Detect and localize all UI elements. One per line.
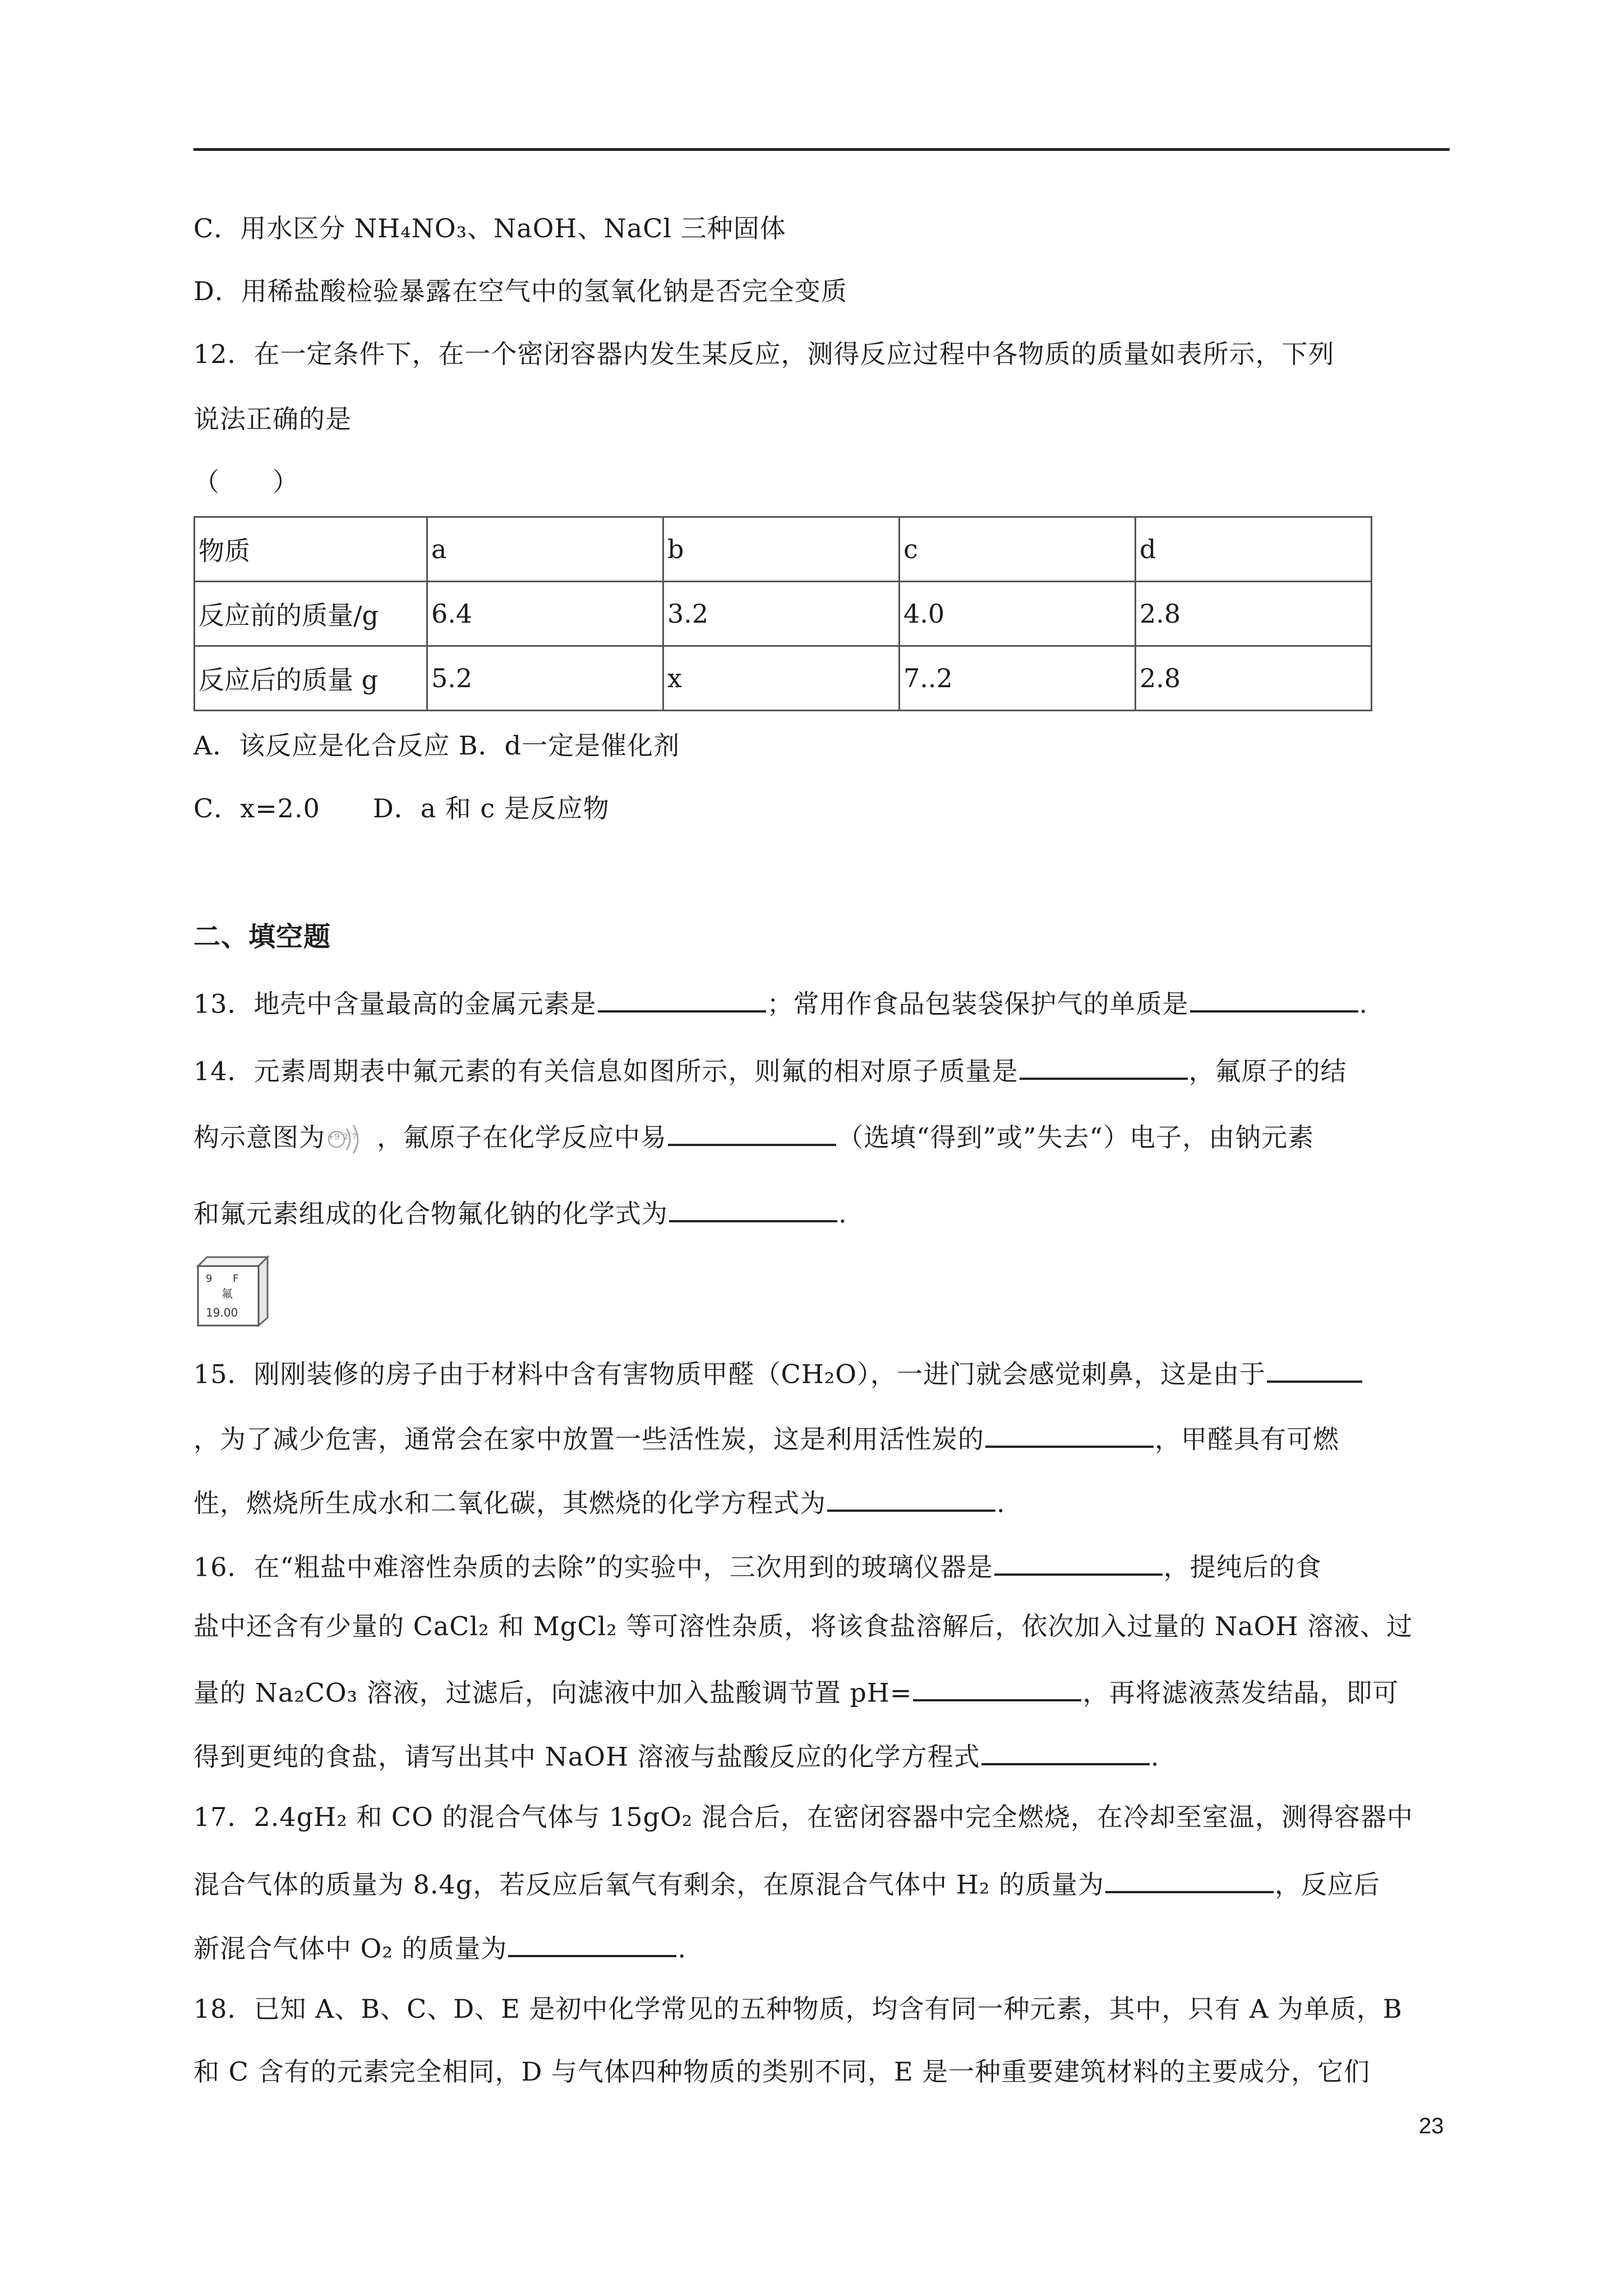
q14-line1 [193, 1055, 1347, 1087]
q14-text-2c: （选填“得到”或”失去“）电子，由钠元素 [837, 1122, 1315, 1153]
q16-text-3b: ，再将滤液蒸发结晶，即可 [1082, 1677, 1399, 1708]
q13-text-3: . [1359, 988, 1368, 1019]
element-card-icon [193, 1254, 272, 1328]
option-c-top: C．用水区分 NH₄NO₃、NaOH、NaCl 三种固体 [193, 213, 786, 243]
element-number: 9 [206, 1273, 213, 1285]
answer-blank[interactable] [669, 1197, 837, 1222]
section-title: 二、填空题 [193, 921, 331, 953]
table-header-row [195, 517, 1372, 582]
table-cell: 2.8 [1136, 646, 1372, 711]
option-d-top: D．用稀盐酸检验暴露在空气中的氢氧化钠是否完全变质 [193, 276, 847, 306]
answer-blank[interactable] [1105, 1868, 1274, 1893]
q16-text-3a: 量的 Na₂CO₃ 溶液，过滤后，向滤液中加入盐酸调节置 pH= [193, 1677, 912, 1708]
table-cell: x [663, 646, 900, 711]
q16-line1 [193, 1550, 1322, 1580]
answer-blank[interactable] [827, 1487, 995, 1512]
q18-line1: 18．已知 A、B、C、D、E 是初中化学常见的五种物质，均含有同一种元素，其中，只有 A 为单质，B [193, 1994, 1403, 2024]
q17-text-2a: 混合气体的质量为 8.4g，若反应后氧气有剩余，在原混合气体中 H₂ 的质量为 [193, 1869, 1105, 1900]
q14-text-1a: 14．元素周期表中氟元素的有关信息如图所示，则氟的相对原子质量是 [193, 1056, 1018, 1087]
q15-line3 [193, 1487, 1006, 1519]
q13-text-1: 13．地壳中含量最高的金属元素是 [193, 988, 597, 1019]
q14-text-3a: 和氟元素组成的化合物氟化钠的化学式为 [193, 1198, 668, 1229]
answer-blank[interactable] [668, 1121, 836, 1146]
q16-line2: 盐中还含有少量的 CaCl₂ 和 MgCl₂ 等可溶性杂质，将该食盐溶解后，依次加入过量的 NaOH 溶液、过 [193, 1611, 1413, 1641]
table-row [195, 582, 1372, 646]
q15-line1 [193, 1358, 1363, 1387]
table-cell: 4.0 [900, 582, 1136, 646]
table-cell: 反应前的质量/g [195, 582, 427, 646]
answer-blank[interactable] [981, 1740, 1150, 1765]
atom-structure-label: +9 2 7 [328, 1133, 358, 1142]
q16-text-1a: 16．在“粗盐中难溶性杂质的去除”的实验中，三次用到的玻璃仪器是 [193, 1552, 993, 1582]
fluorine-element-card [193, 1254, 272, 1328]
element-name: 氟 [222, 1287, 233, 1300]
q12-options-ab: A．该反应是化合反应 B．d一定是催化剂 [193, 730, 680, 761]
q17-text-3b: . [677, 1933, 687, 1964]
q13-line [193, 987, 1368, 1019]
q17-line2 [193, 1868, 1381, 1900]
answer-blank[interactable] [1190, 987, 1358, 1013]
table-cell: 6.4 [427, 582, 663, 646]
answer-blank[interactable] [1267, 1358, 1362, 1383]
q16-line4 [193, 1740, 1160, 1772]
q12-line1: 12．在一定条件下，在一个密闭容器内发生某反应，测得反应过程中各物质的质量如表所示，下列 [193, 339, 1335, 369]
q15-text-1a: 15．刚刚装修的房子由于材料中含有害物质甲醛（CH₂O），一进门就会感觉刺鼻，这是由于 [193, 1359, 1266, 1389]
q16-text-4b: . [1150, 1741, 1160, 1772]
page-number: 23 [1419, 2114, 1444, 2138]
table-cell: c [900, 517, 1136, 582]
table-cell: d [1136, 517, 1372, 582]
table-cell: b [663, 517, 900, 582]
table-cell: a [427, 517, 663, 582]
q16-text-4a: 得到更纯的食盐，请写出其中 NaOH 溶液与盐酸反应的化学方程式 [193, 1741, 980, 1772]
mass-table [193, 516, 1372, 711]
q17-text-3a: 新混合气体中 O₂ 的质量为 [193, 1933, 508, 1964]
table-cell: 2.8 [1136, 582, 1372, 646]
q15-text-2a: ，为了减少危害，通常会在家中放置一些活性炭，这是利用活性炭的 [193, 1424, 984, 1455]
q15-line2 [193, 1423, 1339, 1455]
q14-text-3b: . [838, 1198, 847, 1229]
answer-blank[interactable] [1020, 1055, 1188, 1080]
q12-line2: 说法正确的是 [193, 404, 352, 434]
answer-blank[interactable] [994, 1550, 1163, 1576]
q17-line1: 17．2.4gH₂ 和 CO 的混合气体与 15gO₂ 混合后，在密闭容器中完全燃烧，在冷却至室温，测得容器中 [193, 1802, 1413, 1832]
q12-options-cd: C．x=2.0 D．a 和 c 是反应物 [193, 793, 610, 823]
answer-blank[interactable] [508, 1932, 676, 1957]
q14-text-2b: ，氟原子在化学反应中易 [377, 1122, 667, 1153]
q13-text-2: ；常用作食品包装袋保护气的单质是 [767, 988, 1189, 1019]
element-mass: 19.00 [206, 1306, 238, 1319]
q17-line3 [193, 1932, 687, 1964]
q16-line3 [193, 1676, 1399, 1708]
table-cell: 反应后的质量 g [195, 646, 427, 711]
q15-text-2b: ，甲醛具有可燃 [1155, 1424, 1339, 1455]
element-symbol: F [233, 1273, 239, 1285]
q15-text-3a: 性，燃烧所生成水和二氧化碳，其燃烧的化学方程式为 [193, 1488, 826, 1519]
q15-text-3b: . [997, 1488, 1006, 1519]
table-cell: 5.2 [427, 646, 663, 711]
answer-blank[interactable] [985, 1423, 1154, 1448]
atom-structure-image [325, 1121, 377, 1158]
q18-line2: 和 C 含有的元素完全相同，D 与气体四种物质的类别不同，E 是一种重要建筑材料的主要成分，它们 [193, 2056, 1371, 2087]
table-cell: 7..2 [900, 646, 1136, 711]
q16-text-1b: ，提纯后的食 [1163, 1552, 1322, 1582]
table-cell: 3.2 [663, 582, 900, 646]
q14-line2 [193, 1121, 1314, 1158]
table-cell: 物质 [195, 517, 427, 582]
header-rule [193, 148, 1450, 151]
q17-text-2b: ，反应后 [1275, 1869, 1381, 1900]
answer-blank[interactable] [598, 987, 766, 1013]
answer-blank[interactable] [913, 1676, 1081, 1701]
q14-line3 [193, 1197, 847, 1229]
q12-line3: （ ） [193, 467, 299, 497]
q14-text-1b: ，氟原子的结 [1188, 1056, 1347, 1087]
table-row [195, 646, 1372, 711]
q14-text-2a: 构示意图为 [193, 1122, 325, 1153]
